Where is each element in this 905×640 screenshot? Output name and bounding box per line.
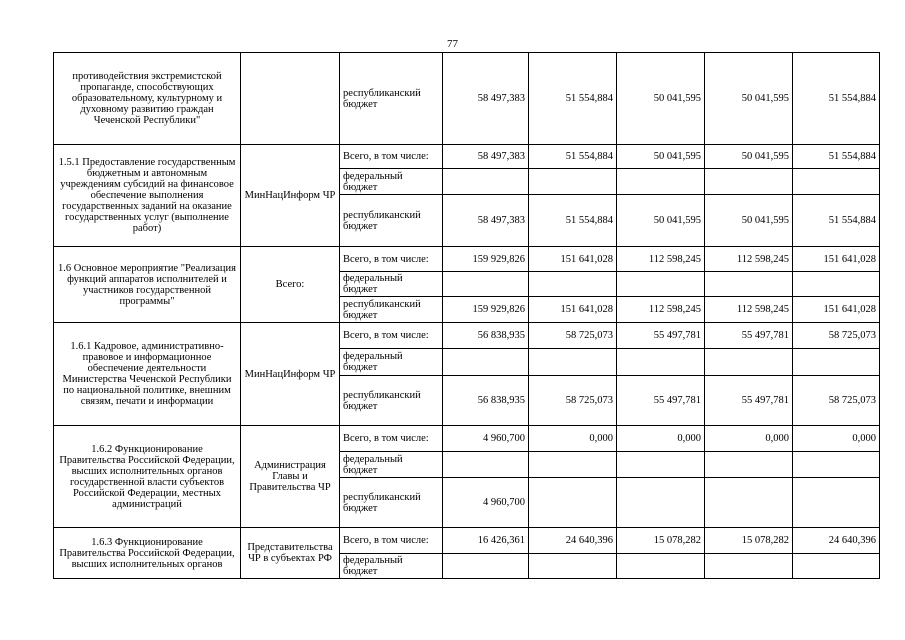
amount-cell — [617, 169, 705, 195]
amount-cell: 56 838,935 — [443, 323, 529, 349]
amount-cell — [443, 452, 529, 478]
table-row — [54, 323, 880, 349]
amount-cell — [793, 169, 880, 195]
amount-cell — [529, 272, 617, 297]
amount-cell: 112 598,245 — [705, 247, 793, 272]
amount-cell: 50 041,595 — [617, 145, 705, 169]
amount-cell: 51 554,884 — [793, 145, 880, 169]
amount-cell: 50 041,595 — [617, 195, 705, 247]
activity-name-cell: противодействия экстремистской пропаганде, способствующих образовательному, культурному и духовному развитию граждан Чеченской Республики" — [54, 53, 241, 145]
amount-cell — [529, 478, 617, 528]
amount-cell: 151 641,028 — [793, 297, 880, 323]
executor-cell — [241, 53, 340, 145]
executor-cell: Всего: — [241, 247, 340, 323]
amount-cell: 4 960,700 — [443, 478, 529, 528]
table-row — [54, 247, 880, 272]
funding-source-cell: федеральный бюджет — [340, 452, 443, 478]
funding-source-cell: республиканский бюджет — [340, 376, 443, 426]
amount-cell — [529, 169, 617, 195]
amount-cell: 55 497,781 — [705, 323, 793, 349]
amount-cell: 58 497,383 — [443, 145, 529, 169]
amount-cell: 16 426,361 — [443, 528, 529, 554]
amount-cell: 112 598,245 — [617, 297, 705, 323]
amount-cell: 0,000 — [617, 426, 705, 452]
amount-cell: 159 929,826 — [443, 297, 529, 323]
amount-cell — [443, 272, 529, 297]
amount-cell — [443, 554, 529, 579]
amount-cell — [793, 349, 880, 376]
amount-cell — [793, 452, 880, 478]
amount-cell — [705, 478, 793, 528]
amount-cell: 55 497,781 — [617, 376, 705, 426]
funding-source-cell: федеральный бюджет — [340, 169, 443, 195]
amount-cell: 0,000 — [793, 426, 880, 452]
amount-cell: 151 641,028 — [793, 247, 880, 272]
amount-cell: 51 554,884 — [793, 195, 880, 247]
executor-cell: МинНацИнформ ЧР — [241, 323, 340, 426]
amount-cell — [617, 272, 705, 297]
funding-source-cell: Всего, в том числе: — [340, 323, 443, 349]
funding-source-cell: Всего, в том числе: — [340, 247, 443, 272]
funding-source-cell: республиканский бюджет — [340, 297, 443, 323]
amount-cell: 50 041,595 — [705, 53, 793, 145]
amount-cell — [443, 169, 529, 195]
amount-cell — [793, 554, 880, 579]
amount-cell: 50 041,595 — [705, 195, 793, 247]
amount-cell: 58 497,383 — [443, 195, 529, 247]
amount-cell: 50 041,595 — [705, 145, 793, 169]
amount-cell: 50 041,595 — [617, 53, 705, 145]
table-row — [54, 528, 880, 554]
amount-cell — [705, 554, 793, 579]
amount-cell: 112 598,245 — [705, 297, 793, 323]
amount-cell — [443, 349, 529, 376]
funding-source-cell: Всего, в том числе: — [340, 145, 443, 169]
amount-cell — [617, 478, 705, 528]
amount-cell: 58 725,073 — [793, 323, 880, 349]
funding-source-cell: республиканский бюджет — [340, 195, 443, 247]
amount-cell — [617, 452, 705, 478]
amount-cell: 58 725,073 — [793, 376, 880, 426]
amount-cell: 4 960,700 — [443, 426, 529, 452]
amount-cell — [529, 349, 617, 376]
budget-table — [53, 52, 880, 579]
activity-name-cell: 1.6.3 Функционирование Правительства Российской Федерации, высших исполнительных органов — [54, 528, 241, 579]
amount-cell: 0,000 — [705, 426, 793, 452]
funding-source-cell: федеральный бюджет — [340, 349, 443, 376]
amount-cell — [705, 349, 793, 376]
amount-cell: 56 838,935 — [443, 376, 529, 426]
activity-name-cell: 1.6 Основное мероприятие "Реализация функций аппаратов исполнителей и участников государственной программы" — [54, 247, 241, 323]
page-number: 77 — [447, 38, 458, 50]
funding-source-cell: Всего, в том числе: — [340, 426, 443, 452]
activity-name-cell: 1.6.2 Функционирование Правительства Российской Федерации, высших исполнительных органов государственной власти субъектов Российской Федерации, местных администраций — [54, 426, 241, 528]
amount-cell: 151 641,028 — [529, 247, 617, 272]
funding-source-cell: республиканский бюджет — [340, 478, 443, 528]
table-row — [54, 145, 880, 169]
executor-cell: Администрация Главы и Правительства ЧР — [241, 426, 340, 528]
amount-cell — [617, 554, 705, 579]
amount-cell: 51 554,884 — [529, 53, 617, 145]
executor-cell: МинНацИнформ ЧР — [241, 145, 340, 247]
amount-cell — [705, 169, 793, 195]
amount-cell: 55 497,781 — [705, 376, 793, 426]
amount-cell — [617, 349, 705, 376]
funding-source-cell: федеральный бюджет — [340, 554, 443, 579]
amount-cell: 15 078,282 — [705, 528, 793, 554]
amount-cell — [793, 478, 880, 528]
amount-cell: 58 497,383 — [443, 53, 529, 145]
amount-cell — [529, 554, 617, 579]
executor-cell: Представительства ЧР в субъектах РФ — [241, 528, 340, 579]
amount-cell: 51 554,884 — [529, 195, 617, 247]
amount-cell: 24 640,396 — [793, 528, 880, 554]
amount-cell: 58 725,073 — [529, 323, 617, 349]
amount-cell — [529, 452, 617, 478]
amount-cell: 58 725,073 — [529, 376, 617, 426]
activity-name-cell: 1.6.1 Кадровое, административно-правовое и информационное обеспечение деятельности Министерства Чеченской Республики по национальной политике, внешним связям, печати и информации — [54, 323, 241, 426]
amount-cell: 159 929,826 — [443, 247, 529, 272]
amount-cell: 151 641,028 — [529, 297, 617, 323]
amount-cell: 0,000 — [529, 426, 617, 452]
funding-source-cell: федеральный бюджет — [340, 272, 443, 297]
funding-source-cell: Всего, в том числе: — [340, 528, 443, 554]
amount-cell: 24 640,396 — [529, 528, 617, 554]
amount-cell: 15 078,282 — [617, 528, 705, 554]
table-row — [54, 426, 880, 452]
table-row — [54, 53, 880, 145]
amount-cell — [705, 272, 793, 297]
amount-cell — [793, 272, 880, 297]
amount-cell: 55 497,781 — [617, 323, 705, 349]
amount-cell: 51 554,884 — [529, 145, 617, 169]
amount-cell: 112 598,245 — [617, 247, 705, 272]
amount-cell: 51 554,884 — [793, 53, 880, 145]
funding-source-cell: республиканский бюджет — [340, 53, 443, 145]
activity-name-cell: 1.5.1 Предоставление государственным бюджетным и автономным учреждениям субсидий на финансовое обеспечение выполнения государственных заданий на оказание государственных услуг (выполнение работ) — [54, 145, 241, 247]
amount-cell — [705, 452, 793, 478]
